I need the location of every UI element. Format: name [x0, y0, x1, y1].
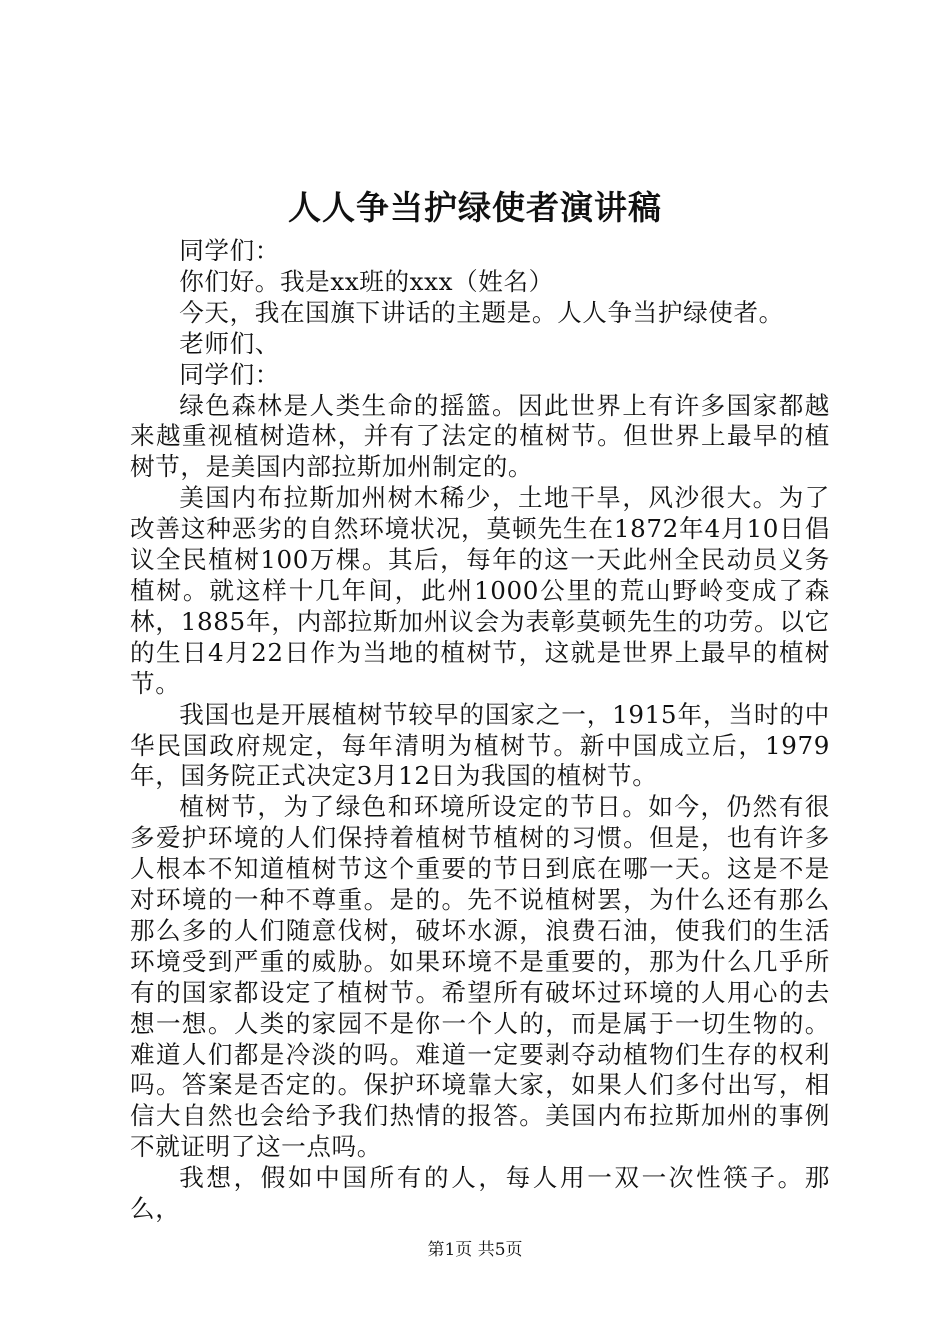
paragraph-green-forest: 绿色森林是人类生命的摇篮。因此世界上有许多国家都越来越重视植树造林，并有了法定的植树节。但世界上最早的植树节，是美国内部拉斯加州制定的。: [130, 390, 830, 482]
document-title: 人人争当护绿使者演讲稿: [288, 188, 662, 227]
paragraph-nebraska: 美国内布拉斯加州树木稀少，土地干旱，风沙很大。为了改善这种恶劣的自然环境状况，莫顿先生在1872年4月10日倡议全民植树100万棵。其后，每年的这一天此州全民动员义务植树。就这样十几年间，此州1000公里的荒山野岭变成了森林，1885年，内部拉斯加州议会为表彰莫顿先生的功劳。以它的生日4月22日作为当地的植树节，这就是世界上最早的植树节。: [130, 483, 830, 698]
paragraph-greeting-students-2: 同学们：: [179, 359, 280, 389]
paragraph-self-introduction: 你们好。我是xx班的xxx（姓名）: [179, 266, 554, 296]
paragraph-greeting-teachers: 老师们、: [179, 328, 280, 358]
paragraph-topic: 今天，我在国旗下讲话的主题是。人人争当护绿使者。: [179, 297, 784, 327]
paragraph-arbor-day-meaning: 植树节，为了绿色和环境所设定的节日。如今，仍然有很多爱护环境的人们保持着植树节植树的习惯。但是，也有许多人根本不知道植树节这个重要的节日到底在哪一天。这是不是对环境的一种不尊重。是的。先不说植树罢，为什么还有那么那么多的人们随意伐树，破坏水源，浪费石油，使我们的生活环境受到严重的威胁。如果环境不是重要的，那为什么几乎所有的国家都设定了植树节。希望所有破坏过环境的人用心的去想一想。人类的家园不是你一个人的，而是属于一切生物的。难道人们都是冷淡的吗。难道一定要剥夺动植物们生存的权利吗。答案是否定的。保护环境靠大家，如果人们多付出写，相信大自然也会给予我们热情的报答。美国内布拉斯加州的事例不就证明了这一点吗。: [130, 792, 830, 1162]
document-body: [130, 236, 830, 1225]
paragraph-greeting-students: 同学们：: [179, 236, 280, 265]
paragraph-china-arbor-day: 我国也是开展植树节较早的国家之一，1915年，当时的中华民国政府规定，每年清明为植树节。新中国成立后，1979年，国务院正式决定3月12日为我国的植树节。: [130, 699, 830, 791]
paragraph-chopsticks: 我想，假如中国所有的人，每人用一双一次性筷子。那么，: [130, 1163, 830, 1224]
page-footer: 第1页 共5页: [427, 1240, 523, 1260]
